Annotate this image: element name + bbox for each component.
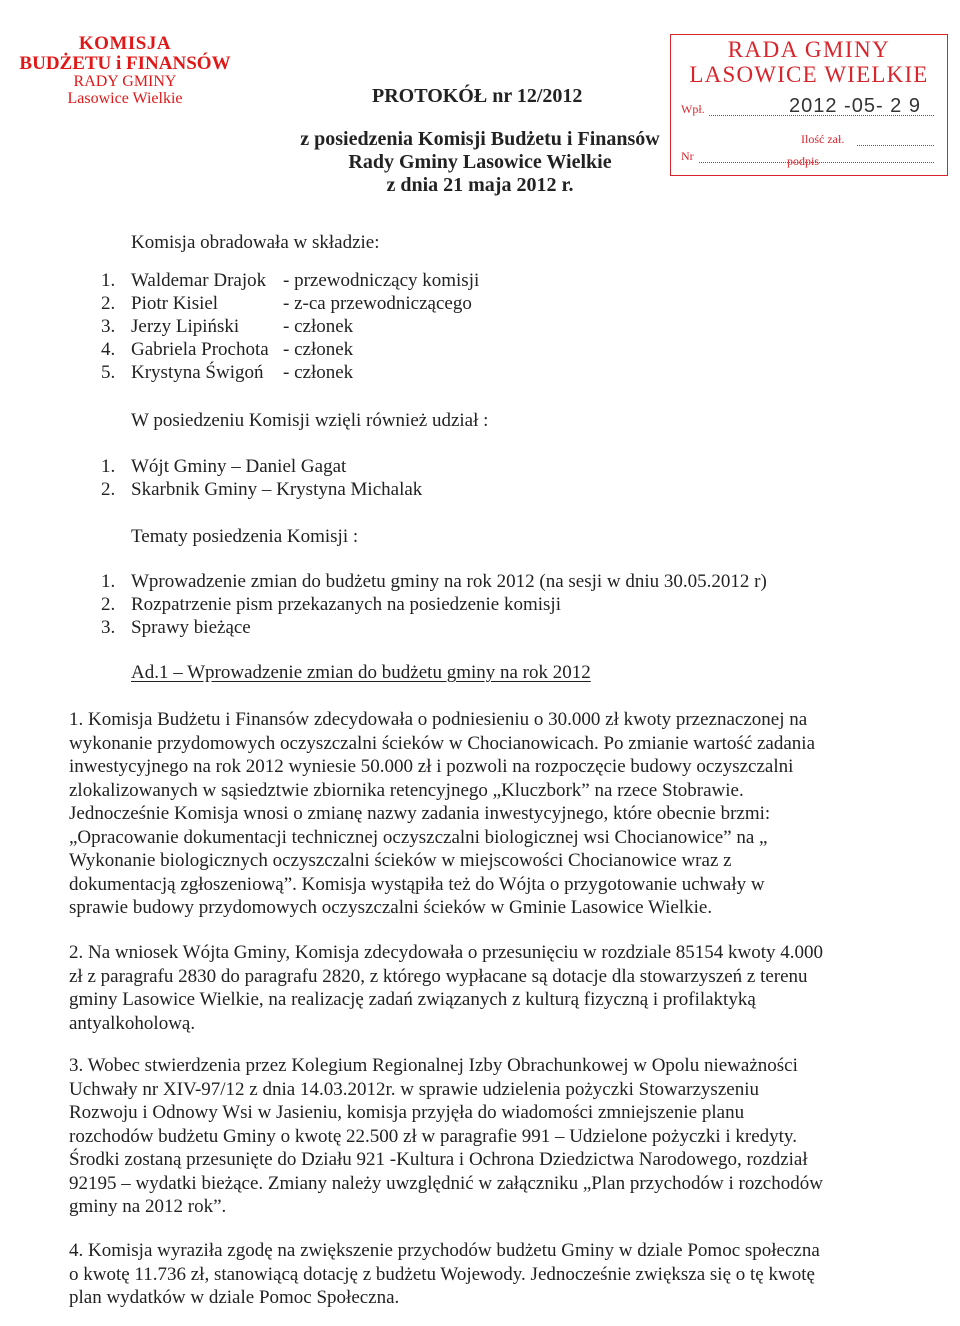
paragraph-line: 92195 – wydatki bieżące. Zmiany należy uwzględnić w załączniku „Plan przychodów i rozchodów: [69, 1172, 823, 1194]
paragraph-line: antyalkoholową.: [69, 1012, 196, 1034]
paragraph-line: Wykonanie biologicznych oczyszczalni ścieków w miejscowości Chocianowice wraz z: [69, 850, 732, 871]
composition-heading: Komisja obradowała w składzie:: [131, 232, 380, 253]
paragraph-3: [69, 1054, 869, 1219]
paragraph-line: zł z paragrafu 2830 do paragrafu 2820, z którego wypłacane są dotacje dla stowarzyszeń z terenu: [69, 965, 808, 987]
paragraph-2: [69, 941, 869, 1035]
stamp-line: BUDŻETU i FINANSÓW: [19, 52, 231, 74]
paragraph-line: gminy Lasowice Wielkie, na realizację zadań związanych z kulturą fizyczną i profilaktyką: [69, 989, 756, 1010]
section-heading: Ad.1 – Wprowadzenie zmian do budżetu gminy na rok 2012: [131, 662, 591, 683]
paragraph-line: 3. Wobec stwierdzenia przez Kolegium Regionalnej Izby Obrachunkowej w Opolu nieważności: [69, 1055, 798, 1076]
stamp-line: KOMISJA: [78, 33, 172, 54]
nr-label: Nr: [681, 149, 694, 163]
stamp-line: RADY GMINY: [73, 72, 177, 90]
paragraph-line: Uchwały nr XIV-97/12 z dnia 14.03.2012r. w sprawie udzielenia pożyczki Stowarzyszeniu: [69, 1078, 759, 1100]
paragraph-line: o kwotę 11.736 zł, stanowiącą dotację z budżetu Wojewody. Jednocześnie zwiększa się o tę kwotę: [69, 1263, 815, 1285]
paragraph-line: 4. Komisja wyraziła zgodę na zwiększenie przychodów budżetu Gminy w dziale Pomoc społeczna: [69, 1240, 820, 1261]
document-subtitle: [290, 128, 670, 197]
paragraph-line: zlokalizowanych w sąsiedztwie zbiornika retencyjnego „Kluczbork” na rzece Stobrawie.: [69, 779, 744, 801]
paragraph-line: plan wydatków w dziale Pomoc Społeczna.: [69, 1287, 400, 1308]
guests-list: 1. Wójt Gminy – Daniel Gagat 2. Skarbnik Gminy – Krystyna Michalak: [101, 456, 423, 500]
podpis-label: podpis: [787, 154, 820, 168]
paragraph-line: inwestycyjnego na rok 2012 wyniesie 50.000 zł i pozwoli na rozpoczęcie budowy oczyszczalni: [69, 756, 794, 777]
paragraph-line: wykonanie przydomowych oczyszczalni ścieków w Chocianowicach. Po zmianie wartość zadania: [69, 732, 816, 754]
subtitle-line: Rady Gminy Lasowice Wielkie: [348, 151, 612, 173]
ilosc-label: Ilość zał.: [801, 132, 845, 146]
paragraph-line: 2. Na wniosek Wójta Gminy, Komisja zdecydowała o przesunięciu w rozdziale 85154 kwoty 4.000: [69, 942, 824, 963]
paragraph-line: rozchodów budżetu Gminy o kwotę 22.500 zł w paragrafie 991 – Udzielone pożyczki i kredyty.: [69, 1125, 797, 1147]
topics-heading: Tematy posiedzenia Komisji :: [131, 526, 359, 547]
paragraph-line: dokumentacją zgłoszeniową”. Komisja wystąpiła też do Wójta o przygotowanie uchwały w: [69, 873, 765, 895]
paragraph-line: gminy na 2012 rok”.: [69, 1196, 227, 1217]
paragraph-line: „Opracowanie dokumentacji technicznej oczyszczalni biologicznej wsi Chocianowice” na „: [69, 826, 768, 848]
guests-heading: W posiedzeniu Komisji wzięli również udział :: [131, 410, 489, 431]
subtitle-line: z dnia 21 maja 2012 r.: [386, 174, 574, 196]
commission-stamp: [0, 34, 250, 107]
wpl-date: 2012 -05- 2 9: [789, 95, 921, 117]
wpl-label: Wpł.: [681, 102, 705, 116]
paragraph-line: sprawie budowy przydomowych oczyszczalni ścieków w Gminie Lasowice Wielkie.: [69, 897, 713, 918]
paragraph-line: Jednocześnie Komisja wnosi o zmianę nazwy zadania inwestycyjnego, które obecnie brzmi:: [69, 803, 771, 824]
paragraph-line: 1. Komisja Budżetu i Finansów zdecydowała o podniesieniu o 30.000 zł kwoty przeznaczonej na: [69, 709, 808, 730]
document-title: PROTOKÓŁ nr 12/2012: [372, 85, 583, 107]
receipt-stamp: [670, 34, 948, 176]
stamp-line: Lasowice Wielkie: [67, 89, 183, 107]
receipt-stamp-title: RADA GMINY: [727, 37, 891, 62]
members-list: 1. Waldemar Drajok - przewodniczący komisji 2. Piotr Kisiel - z-ca przewodniczącego 3. Jerzy Lipiński - członek 4. Gabriela Prochota - członek 5. Krystyna Świgoń - członek: [101, 270, 480, 383]
receipt-stamp-subtitle: LASOWICE WIELKIE: [689, 62, 929, 87]
topics-list: 1. Wprowadzenie zmian do budżetu gminy na rok 2012 (na sesji w dniu 30.05.2012 r) 2. Rozpatrzenie pism przekazanych na posiedzenie komisji 3. Sprawy bieżące: [101, 571, 767, 638]
paragraph-line: Rozwoju i Odnowy Wsi w Jasieniu, komisja przyjęła do wiadomości zmniejszenie planu: [69, 1102, 745, 1123]
subtitle-line: z posiedzenia Komisji Budżetu i Finansów: [300, 128, 660, 150]
ilosc-dotted-line: [857, 145, 934, 146]
paragraph-4: [69, 1239, 869, 1310]
paragraph-line: Środki zostaną przesunięte do Działu 921 -Kultura i Ochrona Dziedzictwa Narodowego, rozdział: [69, 1149, 808, 1170]
paragraph-1: [69, 708, 869, 920]
